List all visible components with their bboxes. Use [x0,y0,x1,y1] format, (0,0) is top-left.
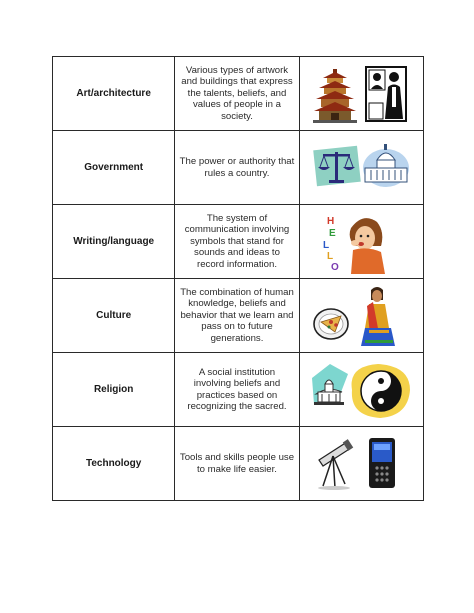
svg-text:O: O [331,261,340,273]
pizza-plate-icon [314,309,348,339]
definition-cell: A social institution involving beliefs and practices based on recognizing the sacred. [175,353,299,427]
image-cell [299,427,423,501]
term-cell: Culture [53,279,175,353]
temple-icon [312,364,348,405]
mobile-phone-icon [369,438,395,488]
svg-text:E: E [329,227,336,239]
table-row [53,427,424,501]
portrait-painting-icon [366,67,406,121]
svg-text:L: L [327,250,334,262]
table-row [53,131,424,205]
image-cell [299,57,423,131]
term-cell: Religion [53,353,175,427]
telescope-icon [318,439,353,490]
definition-cell: Various types of artwork and buildings that express the talents, beliefs, and values of people in a society. [175,57,299,131]
image-cell [299,205,423,279]
term-cell: Government [53,131,175,205]
definition-cell: The system of communication involving symbols that stand for sounds and ideas to record information. [175,205,299,279]
term-cell: Art/architecture [53,57,175,131]
table-row [53,353,424,427]
definition-cell: The power or authority that rules a country. [175,131,299,205]
woman-traditional-dress-icon [361,287,395,346]
pagoda-icon [313,69,357,123]
yin-yang-icon [352,364,410,418]
table-row [53,205,424,279]
image-cell [299,353,423,427]
capitol-building-icon [363,144,409,187]
term-cell: Technology [53,427,175,501]
scales-of-justice-icon [314,145,362,185]
image-cell [299,279,423,353]
vocabulary-table [52,56,424,501]
term-cell: Writing/language [53,205,175,279]
girl-saying-hello-icon [323,216,385,274]
svg-text:L: L [323,239,330,251]
svg-text:H: H [327,215,335,227]
image-cell [299,131,423,205]
definition-cell: Tools and skills people use to make life easier. [175,427,299,501]
definition-cell: The combination of human knowledge, beliefs and behavior that we learn and pass on to future generations. [175,279,299,353]
table-row [53,57,424,131]
table-row [53,279,424,353]
